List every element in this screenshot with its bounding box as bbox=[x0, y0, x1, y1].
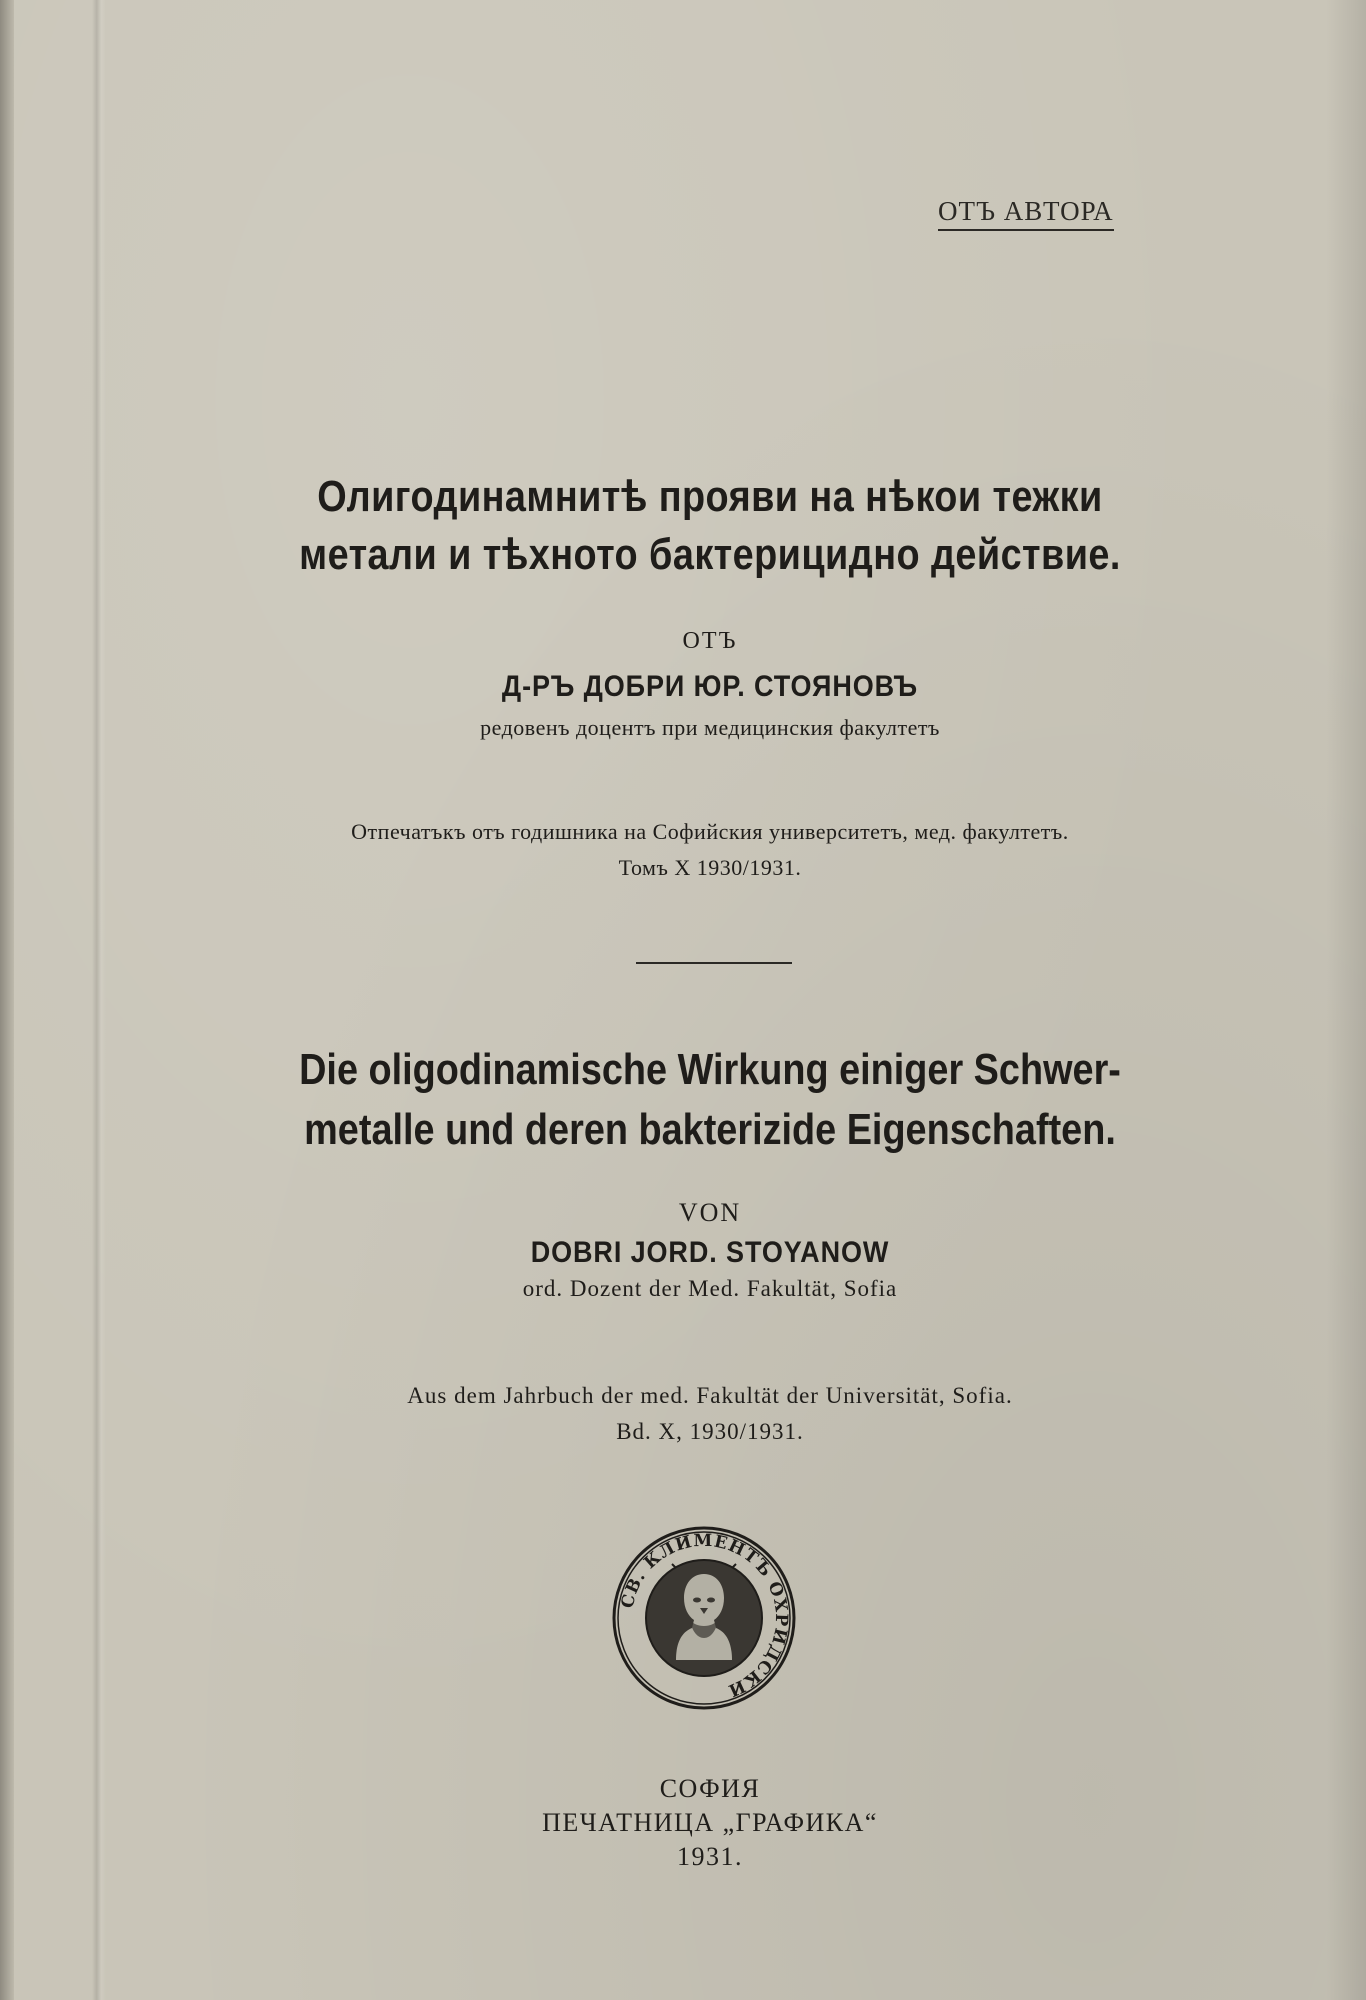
bulgarian-offprint-note bbox=[180, 814, 1240, 886]
german-offprint-line-2: Bd. X, 1930/1931. bbox=[616, 1419, 804, 1444]
spine-fold bbox=[92, 0, 106, 2000]
imprint-printer: ПЕЧАТНИЦА „ГРАФИКА“ bbox=[542, 1808, 878, 1837]
german-title-line-1: Die oligodinamische Wirkung einiger Schwer- bbox=[299, 1045, 1121, 1094]
cover-right-shadow bbox=[1326, 0, 1366, 2000]
seal-inscription: СВ. КЛИМЕНТЪ ОХРИДСКИ bbox=[617, 1530, 792, 1701]
german-by: VON bbox=[678, 1198, 742, 1227]
german-title bbox=[254, 1040, 1166, 1160]
german-author: DOBRI JORD. STOYANOW bbox=[530, 1236, 890, 1269]
bulgarian-title bbox=[254, 468, 1166, 584]
german-title-line-2: metalle und deren bakterizide Eigenschaften. bbox=[304, 1105, 1116, 1154]
cover-left-edge bbox=[0, 0, 14, 2000]
bulgarian-offprint-line-1: Отпечатъкъ отъ годишника на Софийския университетъ, мед. факултетъ. bbox=[351, 819, 1069, 844]
bulgarian-title-line-2: метали и тѣхното бактерицидно действие. bbox=[299, 530, 1121, 579]
german-offprint-note bbox=[180, 1378, 1240, 1450]
bulgarian-offprint-line-2: Томъ X 1930/1931. bbox=[618, 855, 802, 880]
publisher-imprint bbox=[180, 1772, 1240, 1874]
bulgarian-author: Д-РЪ ДОБРИ ЮР. СТОЯНОВЪ bbox=[501, 670, 919, 703]
section-divider bbox=[636, 962, 792, 964]
bulgarian-author-role: редовенъ доцентъ при медицинския факултетъ bbox=[480, 715, 940, 740]
university-seal-icon bbox=[610, 1524, 798, 1712]
bulgarian-title-line-1: Олигодинамнитѣ прояви на нѣкои тежки bbox=[317, 472, 1103, 521]
imprint-year: 1931. bbox=[677, 1842, 743, 1871]
german-offprint-line-1: Aus dem Jahrbuch der med. Fakultät der Universität, Sofia. bbox=[407, 1383, 1013, 1408]
bulgarian-by: ОТЪ bbox=[682, 628, 738, 654]
german-author-role: ord. Dozent der Med. Fakultät, Sofia bbox=[522, 1276, 898, 1301]
imprint-city: СОФИЯ bbox=[659, 1774, 761, 1803]
author-dedication-stamp: ОТЪ АВТОРА bbox=[938, 196, 1114, 231]
